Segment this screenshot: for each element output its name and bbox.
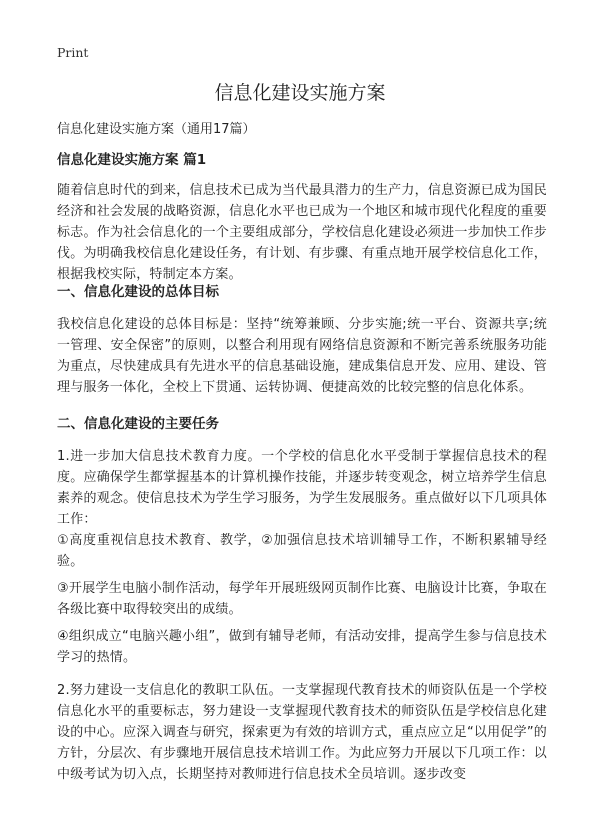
list-item: ④组织成立“电脑兴趣小组”，做到有辅导老师，有活动安排，提高学生参与信息技术学习的热情。	[57, 629, 547, 665]
list-item: ③开展学生电脑小制作活动，每学年开展班级网页制作比赛、电脑设计比赛，争取在各级比赛中取得较突出的成绩。	[57, 581, 547, 617]
print-link[interactable]: Print	[57, 45, 89, 60]
intro-paragraph: 随着信息时代的到来，信息技术已成为当代最具潜力的生产力，信息资源已成为国民经济和社会发展的战略资源，信息化水平也已成为一个地区和城市现代化程度的重要标志。作为社会信息化的一个主要组成部分，学校信息化建设必须进一步加快工作步伐。为明确我校信息化建设任务，有计划、有步骤、有重点地开展学校信息化工作，根据我校实际，特制定本方案。	[57, 183, 547, 282]
goals-paragraph: 我校信息化建设的总体目标是：坚持“统筹兼顾、分步实施;统一平台、资源共享;统一管理、安全保密”的原则，以整合利用现有网络信息资源和不断完善系统服务功能为重点，尽快建成具有先进水平的信息基础设施，建成集信息开发、应用、建设、管理与服务一体化，全校上下贯通、运转协调、便捷高效的比较完整的信息化体系。	[57, 317, 547, 395]
section-heading-tasks: 二、信息化建设的主要任务	[57, 416, 219, 432]
document-subtitle: 信息化建设实施方案（通用17篇）	[57, 122, 256, 137]
section-heading-goals: 一、信息化建设的总体目标	[57, 284, 219, 300]
chapter-heading: 信息化建设实施方案 篇1	[57, 152, 207, 168]
document-title: 信息化建设实施方案	[214, 82, 386, 104]
tasks-paragraph: 1.进一步加大信息技术教育力度。一个学校的信息化水平受制于掌握信息技术的程度。应确保学生都掌握基本的计算机操作技能，并逐步转变观念，树立培养学生信息素养的观念。使信息技术为学生学习服务，为学生发展服务。重点做好以下几项具体工作：	[57, 449, 547, 527]
staff-paragraph: 2.努力建设一支信息化的教职工队伍。一支掌握现代教育技术的师资队伍是一个学校信息化水平的重要标志，努力建设一支掌握现代教育技术的师资队伍是学校信息化建设的中心。应深入调查与研究，探索更为有效的培训方式，重点应立足“以用促学”的方针，分层次、有步骤地开展信息技术培训工作。为此应努力开展以下几项工作：以中级考试为切入点，长期坚持对教师进行信息技术全员培训。逐步改变	[57, 683, 547, 782]
list-item: ①高度重视信息技术教育、教学，②加强信息技术培训辅导工作，不断积累辅导经验。	[57, 533, 547, 569]
